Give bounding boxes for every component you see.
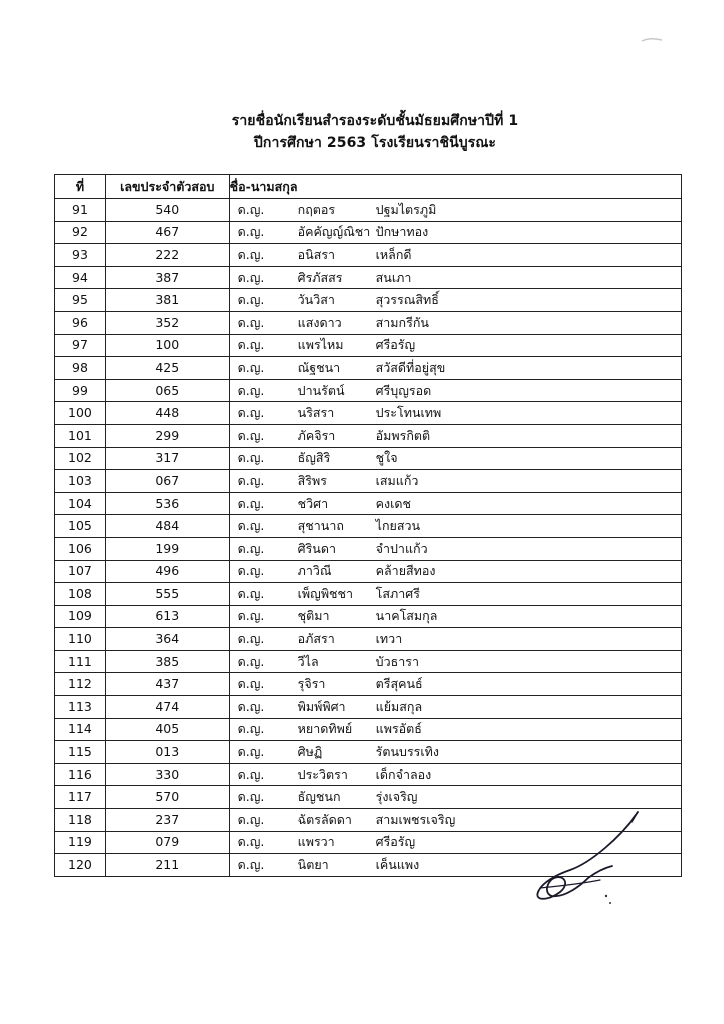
- first-name: ศิรภัสสร: [297, 269, 343, 285]
- exam-id: 299: [105, 424, 229, 447]
- name-prefix: ด.ญ.: [237, 495, 265, 511]
- last-name: อัมพรกิตติ: [375, 427, 431, 443]
- full-name-cell: [229, 334, 681, 357]
- table-row: [55, 492, 682, 515]
- row-number: 93: [55, 244, 106, 267]
- column-header-exam-id: เลขประจำตัวสอบ: [105, 175, 229, 199]
- first-name: แพรไหม: [297, 337, 344, 353]
- exam-id: 467: [105, 221, 229, 244]
- last-name: คล้ายสีทอง: [375, 563, 436, 579]
- name-prefix: ด.ญ.: [237, 518, 265, 534]
- exam-id: 496: [105, 560, 229, 583]
- exam-id: 570: [105, 786, 229, 809]
- exam-id: 437: [105, 673, 229, 696]
- signature-graphic: [520, 808, 660, 908]
- first-name: สิริพร: [297, 472, 327, 488]
- exam-id: 199: [105, 537, 229, 560]
- first-name: ชุติมา: [297, 608, 330, 624]
- full-name-cell: [229, 470, 681, 493]
- last-name: สวัสดีที่อยู่สุข: [375, 359, 446, 375]
- exam-id: 536: [105, 492, 229, 515]
- column-header-full-name: ชื่อ-นามสกุล: [229, 175, 681, 199]
- name-prefix: ด.ญ.: [237, 337, 265, 353]
- last-name: ศรีบุญรอด: [375, 382, 432, 398]
- first-name: วันวิสา: [297, 292, 335, 308]
- row-number: 103: [55, 470, 106, 493]
- row-number: 115: [55, 741, 106, 764]
- document-subtitle: ปีการศึกษา 2563 โรงเรียนราชินีบูรณะ: [253, 135, 497, 151]
- name-prefix: ด.ญ.: [237, 224, 265, 240]
- full-name-cell: [229, 515, 681, 538]
- last-name: ตรีสุคนธ์: [375, 676, 423, 692]
- exam-id: 013: [105, 741, 229, 764]
- full-name-cell: [229, 311, 681, 334]
- exam-id: 448: [105, 402, 229, 425]
- row-number: 119: [55, 831, 106, 854]
- exam-id: 364: [105, 628, 229, 651]
- first-name: อภัสรา: [297, 631, 335, 647]
- table-row: [55, 402, 682, 425]
- table-row: [55, 673, 682, 696]
- row-number: 101: [55, 424, 106, 447]
- first-name: ณัฐชนา: [297, 359, 341, 375]
- name-prefix: ด.ญ.: [237, 450, 265, 466]
- row-number: 102: [55, 447, 106, 470]
- table-row: [55, 628, 682, 651]
- full-name-cell: [229, 492, 681, 515]
- name-prefix: ด.ญ.: [237, 563, 265, 579]
- name-prefix: ด.ญ.: [237, 766, 265, 782]
- table-row: [55, 447, 682, 470]
- first-name: เพ็ญพิชชา: [297, 585, 354, 601]
- row-number: 99: [55, 379, 106, 402]
- last-name: ศรีอรัญ: [375, 337, 416, 353]
- full-name-cell: [229, 357, 681, 380]
- exam-id: 540: [105, 199, 229, 222]
- full-name-cell: [229, 402, 681, 425]
- row-number: 104: [55, 492, 106, 515]
- row-number: 105: [55, 515, 106, 538]
- full-name-cell: [229, 379, 681, 402]
- last-name: เด็กจำลอง: [375, 766, 432, 782]
- name-prefix: ด.ญ.: [237, 382, 265, 398]
- name-prefix: ด.ญ.: [237, 744, 265, 760]
- name-prefix: ด.ญ.: [237, 292, 265, 308]
- row-number: 117: [55, 786, 106, 809]
- first-name: ฉัตรลัดดา: [297, 811, 352, 827]
- full-name-cell: [229, 673, 681, 696]
- last-name: เหล็กดี: [375, 246, 412, 262]
- table-row: [55, 560, 682, 583]
- last-name: ไกยสวน: [375, 518, 421, 534]
- first-name: รุจิรา: [297, 676, 326, 692]
- exam-id: 405: [105, 718, 229, 741]
- exam-id: 237: [105, 809, 229, 832]
- full-name-cell: [229, 583, 681, 606]
- exam-id: 381: [105, 289, 229, 312]
- last-name: สนเภา: [375, 269, 412, 285]
- row-number: 112: [55, 673, 106, 696]
- table-row: [55, 650, 682, 673]
- name-prefix: ด.ญ.: [237, 246, 265, 262]
- full-name-cell: [229, 741, 681, 764]
- document-title: รายชื่อนักเรียนสำรองระดับชั้นมัธยมศึกษาปีที่ 1: [231, 113, 519, 129]
- full-name-cell: [229, 718, 681, 741]
- full-name-cell: [229, 244, 681, 267]
- exam-id: 387: [105, 266, 229, 289]
- table-row: [55, 334, 682, 357]
- name-prefix: ด.ญ.: [237, 405, 265, 421]
- exam-id: 067: [105, 470, 229, 493]
- last-name: ปักษาทอง: [375, 224, 429, 240]
- first-name: นิตยา: [297, 857, 329, 873]
- first-name: ภาวิณี: [297, 563, 332, 579]
- last-name: คงเดช: [375, 495, 411, 511]
- name-prefix: ด.ญ.: [237, 834, 265, 850]
- row-number: 114: [55, 718, 106, 741]
- row-number: 120: [55, 854, 106, 877]
- table-row: [55, 515, 682, 538]
- first-name: สุชานาถ: [297, 518, 344, 534]
- row-number: 96: [55, 311, 106, 334]
- full-name-cell: [229, 605, 681, 628]
- exam-id: 474: [105, 696, 229, 719]
- row-number: 107: [55, 560, 106, 583]
- table-row: [55, 763, 682, 786]
- first-name: ศิรินดา: [297, 540, 336, 556]
- last-name: เทวา: [375, 631, 403, 647]
- name-prefix: ด.ญ.: [237, 631, 265, 647]
- row-number: 97: [55, 334, 106, 357]
- name-prefix: ด.ญ.: [237, 721, 265, 737]
- table-header-row: [55, 175, 682, 199]
- last-name: โสภาศรี: [375, 585, 420, 601]
- first-name: ชวิศา: [297, 495, 329, 511]
- table-row: [55, 741, 682, 764]
- last-name: สามเพชรเจริญ: [375, 811, 456, 827]
- table-row: [55, 266, 682, 289]
- last-name: รัตนบรรเทิง: [375, 744, 440, 760]
- table-row: [55, 357, 682, 380]
- name-prefix: ด.ญ.: [237, 472, 265, 488]
- first-name: ปานรัตน์: [297, 382, 345, 398]
- name-prefix: ด.ญ.: [237, 811, 265, 827]
- full-name-cell: [229, 628, 681, 651]
- full-name-cell: [229, 560, 681, 583]
- table-row: [55, 221, 682, 244]
- last-name: แพรอัตธ์: [375, 721, 422, 737]
- name-prefix: ด.ญ.: [237, 359, 265, 375]
- name-prefix: ด.ญ.: [237, 427, 265, 443]
- scan-smudge: [640, 36, 664, 44]
- first-name: อนิสรา: [297, 246, 336, 262]
- row-number: 98: [55, 357, 106, 380]
- table-row: [55, 379, 682, 402]
- full-name-cell: [229, 763, 681, 786]
- name-prefix: ด.ญ.: [237, 314, 265, 330]
- table-row: [55, 470, 682, 493]
- name-prefix: ด.ญ.: [237, 201, 265, 217]
- last-name: แย้มสกุล: [375, 698, 423, 714]
- row-number: 111: [55, 650, 106, 673]
- table-row: [55, 537, 682, 560]
- first-name: พิมพ์พิศา: [297, 698, 346, 714]
- last-name: ศรีอรัญ: [375, 834, 416, 850]
- full-name-cell: [229, 424, 681, 447]
- row-number: 100: [55, 402, 106, 425]
- row-number: 95: [55, 289, 106, 312]
- full-name-cell: [229, 199, 681, 222]
- row-number: 113: [55, 696, 106, 719]
- last-name: บัวธารา: [375, 653, 419, 669]
- last-name: ปฐมไตรภูมิ: [375, 201, 437, 217]
- row-number: 110: [55, 628, 106, 651]
- row-number: 108: [55, 583, 106, 606]
- table-row: [55, 718, 682, 741]
- exam-id: 385: [105, 650, 229, 673]
- column-header-number: ที่: [55, 175, 106, 199]
- name-prefix: ด.ญ.: [237, 676, 265, 692]
- table-row: [55, 696, 682, 719]
- exam-id: 484: [105, 515, 229, 538]
- first-name: หยาดทิพย์: [297, 721, 353, 737]
- full-name-cell: [229, 537, 681, 560]
- name-prefix: ด.ญ.: [237, 857, 265, 873]
- table-row: [55, 311, 682, 334]
- last-name: เสมแก้ว: [375, 472, 419, 488]
- table-body: [55, 199, 682, 877]
- exam-id: 425: [105, 357, 229, 380]
- name-prefix: ด.ญ.: [237, 585, 265, 601]
- first-name: นริสรา: [297, 405, 335, 421]
- row-number: 109: [55, 605, 106, 628]
- first-name: ประวิตรา: [297, 766, 348, 782]
- row-number: 92: [55, 221, 106, 244]
- row-number: 106: [55, 537, 106, 560]
- first-name: ศิษฏิ: [297, 744, 323, 760]
- first-name: ธัญชนก: [297, 789, 341, 805]
- table-row: [55, 199, 682, 222]
- table-row: [55, 289, 682, 312]
- row-number: 116: [55, 763, 106, 786]
- first-name: อัคคัญญ์ณิชา: [297, 224, 371, 240]
- exam-id: 079: [105, 831, 229, 854]
- last-name: สุวรรณสิทธิ์: [375, 292, 439, 308]
- first-name: แพรวา: [297, 834, 335, 850]
- exam-id: 317: [105, 447, 229, 470]
- exam-id: 330: [105, 763, 229, 786]
- name-prefix: ด.ญ.: [237, 608, 265, 624]
- table-row: [55, 786, 682, 809]
- full-name-cell: [229, 447, 681, 470]
- exam-id: 613: [105, 605, 229, 628]
- first-name: ธัญสิริ: [297, 450, 331, 466]
- row-number: 94: [55, 266, 106, 289]
- first-name: แสงดาว: [297, 314, 342, 330]
- last-name: รุ่งเจริญ: [375, 789, 418, 805]
- full-name-cell: [229, 786, 681, 809]
- full-name-cell: [229, 266, 681, 289]
- name-prefix: ด.ญ.: [237, 698, 265, 714]
- table-row: [55, 424, 682, 447]
- row-number: 118: [55, 809, 106, 832]
- row-number: 91: [55, 199, 106, 222]
- full-name-cell: [229, 289, 681, 312]
- last-name: สามกรีกัน: [375, 314, 429, 330]
- exam-id: 100: [105, 334, 229, 357]
- last-name: ชูใจ: [375, 450, 398, 466]
- exam-id: 211: [105, 854, 229, 877]
- table-row: [55, 244, 682, 267]
- name-prefix: ด.ญ.: [237, 269, 265, 285]
- name-prefix: ด.ญ.: [237, 540, 265, 556]
- table-row: [55, 605, 682, 628]
- full-name-cell: [229, 696, 681, 719]
- first-name: วีไล: [297, 653, 319, 669]
- table-row: [55, 583, 682, 606]
- full-name-cell: [229, 650, 681, 673]
- first-name: ภัคจิรา: [297, 427, 336, 443]
- full-name-cell: [229, 221, 681, 244]
- student-list-table: [54, 174, 682, 877]
- name-prefix: ด.ญ.: [237, 789, 265, 805]
- exam-id: 555: [105, 583, 229, 606]
- first-name: กฤตอร: [297, 201, 336, 217]
- last-name: เค็นแพง: [375, 857, 420, 873]
- last-name: นาคโสมกุล: [375, 608, 438, 624]
- last-name: จำปาแก้ว: [375, 540, 428, 556]
- last-name: ประโทนเทพ: [375, 405, 442, 421]
- exam-id: 352: [105, 311, 229, 334]
- exam-id: 222: [105, 244, 229, 267]
- name-prefix: ด.ญ.: [237, 653, 265, 669]
- exam-id: 065: [105, 379, 229, 402]
